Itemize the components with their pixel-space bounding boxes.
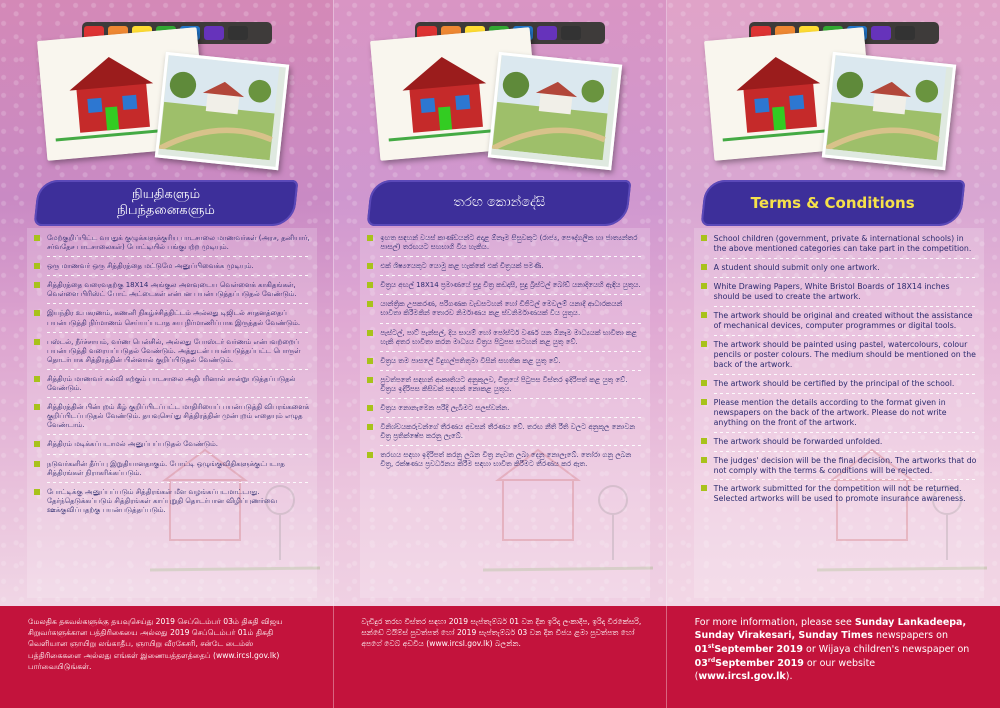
list-item-text: චිත්‍රය අඟල් 18X14 ප්‍රමාණයේ සුදු චිත්‍ර කඩදාසි, සුදු බ්‍රිස්ටල් බෝඩ් යනාදියෙහි ඇඳිය යුතුය. xyxy=(380,281,641,290)
list-item-text: சித்திரம் மாணவர் கல்வி கற்கும் பாடசாலை அதிபரினால் சான்றுபடுத்தப்படுதல் வேண்டும். xyxy=(47,374,296,393)
dashed-separator xyxy=(380,294,644,295)
footer-fragment: ). xyxy=(785,671,793,683)
bullet-icon xyxy=(367,358,373,364)
list-item xyxy=(31,488,311,515)
footer-fragment: Sunday Lankadeepa, Sunday Virakesari, Sunday Times xyxy=(694,617,967,642)
landscape-painting xyxy=(821,52,955,170)
footer-fragment: or our website ( xyxy=(694,657,876,683)
dashed-separator xyxy=(714,432,978,433)
landscape-painting xyxy=(488,52,622,170)
panel-english xyxy=(667,0,1000,708)
fold-line xyxy=(333,0,334,708)
dashed-separator xyxy=(714,393,978,394)
footer-fragment: newspapers on xyxy=(872,630,948,642)
bullet-icon xyxy=(701,380,707,386)
list-item xyxy=(698,398,978,433)
list-item xyxy=(364,376,644,399)
list-item xyxy=(698,234,978,259)
bullet-icon xyxy=(34,235,40,241)
bullet-icon xyxy=(367,452,373,458)
heading-title: Terms & Conditions xyxy=(750,193,915,212)
footer-fragment: or Wijaya children's newspaper on xyxy=(803,644,970,656)
list-item-text: School children (government, private & international schools) in the above mentioned categories can take part in the competition. xyxy=(713,234,972,253)
bullet-icon xyxy=(367,301,373,307)
footer-text: மேலதிக தகவல்களுக்கு தயவுசெய்து 2019 செப்டெம்பர் 03ம் திகதி விஜய சிறுவர்களுக்கான பத்திரிகையை அல்லது 2019 செப்டெம்பர் 01ம் திகதி வெளியான ஞாயிறு லங்காதீப, ஞாயிறு வீரகேசரி, சன்டே டைம்ஸ் பத்திரிகைகளை அல்லது எங்கள் இணையத்தளத்தைப் (www.ircsl.gov.lk) பார்வையிடுங்கள். xyxy=(28,617,283,671)
list-item xyxy=(31,234,311,257)
list-item xyxy=(698,437,978,452)
bullet-icon xyxy=(701,341,707,347)
list-item-text: சித்திரத்தின் பின்புறம் கீழ் குறிப்பிடப்பட்ட மாதிரியைப் பயன்படுத்தி விபரங்களைக் குறிப்பிடப்படுதல் வேண்டும். தயவுசெய்து சித்திரத்தின் முன்புறம் எதையும் எழுத வேண்டாம். xyxy=(47,403,310,430)
list-item xyxy=(698,456,978,481)
footer-band xyxy=(667,606,1000,708)
list-item xyxy=(698,282,978,307)
list-item-text: යාන්ත්‍රික උපකරණ, පරිගණක වැඩසටහන් හෝ ඩිජිටල් මෙවලම් යනාදී ආධාරකයන් භාවිතා කිරීමකින් තොරව නිර්මාණය කළ ස්වනිර්මාණයක් විය යුතුය. xyxy=(380,300,623,318)
dashed-separator xyxy=(47,256,311,257)
footer-fragment: 01 xyxy=(694,644,708,656)
list-item-text: විනිශ්චයකරුවන්ගේ තීරණය අවසන් තීරණය වේ. තරඟ නීති රීති වලට අනුකූල නොවන චිත්‍ර ප්‍රතික්ෂේප කරනු ලැබේ. xyxy=(380,423,636,441)
list-item-text: நடுவர்களின் தீர்ப்பு இறுதியானதாகும். போட்டி ஒழுங்குவிதிகளுக்குட்படாத சித்திரங்கள் நிராகரிக்கப்படும். xyxy=(47,459,285,477)
footer-text xyxy=(695,616,975,684)
heading-title: තරඟ කොන්දේසි xyxy=(453,194,546,210)
dashed-separator xyxy=(47,397,311,398)
terms-list xyxy=(694,228,984,504)
list-item xyxy=(698,311,978,336)
list-item-text: The artwork should be original and created without the assistance of mechanical devices, computer programmes or digital tools. xyxy=(713,310,973,330)
dashed-separator xyxy=(47,369,311,370)
dashed-separator xyxy=(380,445,644,446)
bullet-icon xyxy=(34,376,40,382)
list-item-text: The artwork should be painted using pastel, watercolours, colour pencils or poster colours. The medium should be mentioned on the back of the artwork. xyxy=(713,339,976,369)
list-item xyxy=(364,262,644,276)
list-item-text: The artwork submitted for the competition will not be returned. Selected artworks will be used to promote insurance awareness. xyxy=(713,484,966,504)
dashed-separator xyxy=(47,303,311,304)
list-item xyxy=(698,340,978,375)
bullet-icon xyxy=(34,461,40,467)
bullet-icon xyxy=(701,438,707,444)
section-heading xyxy=(369,180,629,226)
dashed-separator xyxy=(714,277,978,278)
bullet-icon xyxy=(701,457,707,463)
dashed-separator xyxy=(380,398,644,399)
bullet-icon xyxy=(701,485,707,491)
bullet-icon xyxy=(701,399,707,405)
list-item-text: The artwork should be certified by the principal of the school. xyxy=(713,378,955,388)
footer-fragment: September 2019 xyxy=(715,657,804,669)
dashed-separator xyxy=(380,275,644,276)
section-heading xyxy=(703,180,963,226)
artwork-image xyxy=(42,28,282,166)
list-item-text: Please mention the details according to the format given in newspapers on the back of the artwork. Please do not write anything on the front of the artwork. xyxy=(713,397,947,427)
footer-band xyxy=(333,606,666,708)
list-item-text: චිත්‍රය තම පාසලේ විදුහල්පතිතුමා විසින් සහතික කළ යුතු වේ. xyxy=(380,356,561,365)
footer-fragment: 03 xyxy=(694,657,708,669)
list-item xyxy=(31,403,311,435)
landscape-painting xyxy=(155,52,289,170)
footer-fragment[interactable]: www.ircsl.gov.lk xyxy=(698,671,786,683)
dashed-separator xyxy=(714,374,978,375)
list-item-text: White Drawing Papers, White Bristol Boards of 18X14 inches should be used to create the artwork. xyxy=(713,281,950,301)
list-item-text: பஸ்டல், நீர்ச்சாயம், வர்ண பென்சில், அல்லது போஸ்டர் வர்ணம் என்பவற்றைப் பயன்படுத்தி வரையப்படுதல் வேண்டும். அத்துடன் பயன்படுத்தப்பட்ட பொருள் தொடர்பாக சித்திரத்தின் பின்னால் குறிப்பிடுதல் வேண்டும். xyxy=(47,337,301,364)
list-item-text: ஒரு மாணவர் ஒரு சித்திரத்தை மட்டுமே அனுப்பிவைக்க முடியும். xyxy=(47,262,254,271)
dashed-separator xyxy=(714,335,978,336)
list-item xyxy=(364,281,644,295)
dashed-separator xyxy=(47,332,311,333)
list-item xyxy=(31,281,311,304)
section-heading xyxy=(36,180,296,226)
list-item xyxy=(31,262,311,276)
dashed-separator xyxy=(380,351,644,352)
footer-band xyxy=(0,606,333,708)
list-item-text: போட்டிக்கு அனுப்பப்படும் சித்திரங்கள் மீள வழங்கப்படமாட்டாது. தேர்ந்தெடுக்கப்படும் சித்திரங்கள் காப்புறுதி தொடர்பான விழிப்புணர்வை ஊக்குவிப்பதற்கு பயன்படுத்தப்படும். xyxy=(47,487,278,514)
bullet-icon xyxy=(34,310,40,316)
bullet-icon xyxy=(34,282,40,288)
footer-fragment: rd xyxy=(707,656,716,664)
bullet-icon xyxy=(34,404,40,410)
terms-list xyxy=(27,228,317,515)
dashed-separator xyxy=(47,454,311,455)
list-item-text: පුවත්පතේ සඳහන් ආකෘතියට අනුකූලව, චිත්‍රයේ පිටුපස විස්තර ඉදිරිපත් කළ යුතු වේ. චිත්‍රය ඉදිරිපස කිසිවක් සඳහන් නොකළ යුතුය. xyxy=(380,375,628,393)
bullet-icon xyxy=(34,441,40,447)
dashed-separator xyxy=(714,258,978,259)
dashed-separator xyxy=(380,370,644,371)
terms-list xyxy=(360,228,650,470)
bullet-icon xyxy=(34,489,40,495)
list-item xyxy=(364,357,644,371)
footer-fragment: September 2019 xyxy=(714,644,803,656)
dashed-separator xyxy=(47,482,311,483)
list-item-text: சித்திரத்தை வரைவதற்கு 18X14 அங்குல அளவுடைய வெள்ளைக் காகிதங்கள், வெள்ளை பிரிஸ்ட் போட் அட்டைகள் என்பன பயன்படுத்தப்படுதல் வேண்டும். xyxy=(47,281,297,299)
dashed-separator xyxy=(714,451,978,452)
list-item xyxy=(364,404,644,418)
artwork-image xyxy=(709,28,949,166)
list-item xyxy=(698,263,978,278)
panel-tamil xyxy=(0,0,333,708)
heading-title: நியதிகளும் நிபந்தனைகளும் xyxy=(117,186,215,218)
footer-fragment: For more information, please see xyxy=(694,617,855,628)
footer-fragment: st xyxy=(707,642,715,650)
terms-list-box xyxy=(360,228,650,598)
list-item xyxy=(698,379,978,394)
list-item-text: එක් ශිෂ්‍යයෙකුට යොමු කළ හැක්කේ එක් චිත්‍රයක් පමණි. xyxy=(380,262,544,271)
list-item xyxy=(364,234,644,257)
list-item xyxy=(31,440,311,454)
dashed-separator xyxy=(714,479,978,480)
terms-list-box xyxy=(27,228,317,598)
list-item xyxy=(31,460,311,483)
bullet-icon xyxy=(367,282,373,288)
bullet-icon xyxy=(367,377,373,383)
list-item-text: චිත්‍රය නොනැමෙන පරිදි ලැබීමට සලස්වන්න. xyxy=(380,404,510,413)
fold-line xyxy=(666,0,667,708)
bullet-icon xyxy=(701,312,707,318)
list-item xyxy=(698,484,978,504)
list-item xyxy=(31,338,311,370)
list-item xyxy=(364,329,644,352)
footer-text: වැඩිදුර තරඟ විස්තර සඳහා 2019 සැප්තැම්බර් 01 වන දින ඉරිදා ලංකාදීප, ඉරිදා වීරකේසරි, සන්ඩේ ටයිම්ස් පුවත්පත් හෝ 2019 සැප්තැම්බර් 03 වන දින විජය ළමා පුවත්පත හෝ අපගේ වෙබ් අඩවිය (www.ircsl.gov.lk) බලන්න. xyxy=(361,617,642,649)
list-item-text: The judges' decision will be the final decision. The artworks that do not comply with the terms & conditions will be rejected. xyxy=(713,455,977,475)
dashed-separator xyxy=(714,306,978,307)
bullet-icon xyxy=(367,263,373,269)
list-item-text: இயந்திர உபகரணம், கணனி நிகழ்ச்சித்திட்டம் அல்லது டிஜிடல் சாதனத்தைப் பயன்படுத்தி நிர்மாணம் செய்யப்படாத சுய நிர்மாணிப்பாக இருத்தல் வேண்டும். xyxy=(47,309,301,327)
list-item xyxy=(31,375,311,398)
list-item-text: The artwork should be forwarded unfolded. xyxy=(713,436,883,446)
dashed-separator xyxy=(380,417,644,418)
bullet-icon xyxy=(701,235,707,241)
bullet-icon xyxy=(367,235,373,241)
bullet-icon xyxy=(367,330,373,336)
list-item xyxy=(31,309,311,332)
list-item-text: පැස්ටල්, පාට් පැන්සල්, දිය සායම් හෝ පෝස්ටර් වර්ණ යන ඕනෑම මාධ්‍යයක් භාවිතා කළ හැකි අතර භාවිතා කරන මාධ්‍යය චිත්‍රය පිටුපස සටහන් කළ යුතු වේ. xyxy=(380,328,637,346)
bullet-icon xyxy=(367,405,373,411)
dashed-separator xyxy=(380,256,644,257)
list-item-text: තරඟය සඳහා ඉදිරිපත් කරනු ලබන චිත්‍ර නැවත ලබා දෙනු නොලැබේ. තෝරා ගනු ලබන චිත්‍ර, රක්ෂණය ප්‍රවර්ධනය කිරීම සඳහා භාවිත කිරීමට තීරණය කර ඇත. xyxy=(380,451,632,469)
terms-list-box xyxy=(694,228,984,598)
dashed-separator xyxy=(47,434,311,435)
list-item-text: A student should submit only one artwork. xyxy=(713,262,880,272)
bullet-icon xyxy=(701,264,707,270)
bullet-icon xyxy=(34,263,40,269)
list-item xyxy=(364,300,644,323)
dashed-separator xyxy=(380,323,644,324)
list-item xyxy=(364,451,644,469)
artwork-image xyxy=(375,28,615,166)
bullet-icon xyxy=(34,339,40,345)
dashed-separator xyxy=(47,275,311,276)
list-item-text: சித்திரம் மடிக்கப்படாமல் அனுப்பப்படுதல் வேண்டும். xyxy=(47,440,218,449)
list-item-text: மேற்குறிப்பிட்ட வயதுக் குழுக்களுக்குரிய பாடசாலை மாணவர்கள் (அரச, தனியார், சர்வதேச பாடசாலைகள்) போட்டியில் பங்குபற்ற முடியும். xyxy=(47,234,310,252)
panel-sinhala xyxy=(333,0,666,708)
bullet-icon xyxy=(701,283,707,289)
bullet-icon xyxy=(367,424,373,430)
list-item-text: ඉහත සඳහන් වයස් කාණ්ඩයන්ට අදාළ ඕනෑම සිසුවකුට (රාජ්‍ය, පෞද්ගලික හා ජාත්‍යන්තර පාසල්) තරඟයට සහභාගි විය හැකිය. xyxy=(380,234,638,252)
list-item xyxy=(364,423,644,446)
